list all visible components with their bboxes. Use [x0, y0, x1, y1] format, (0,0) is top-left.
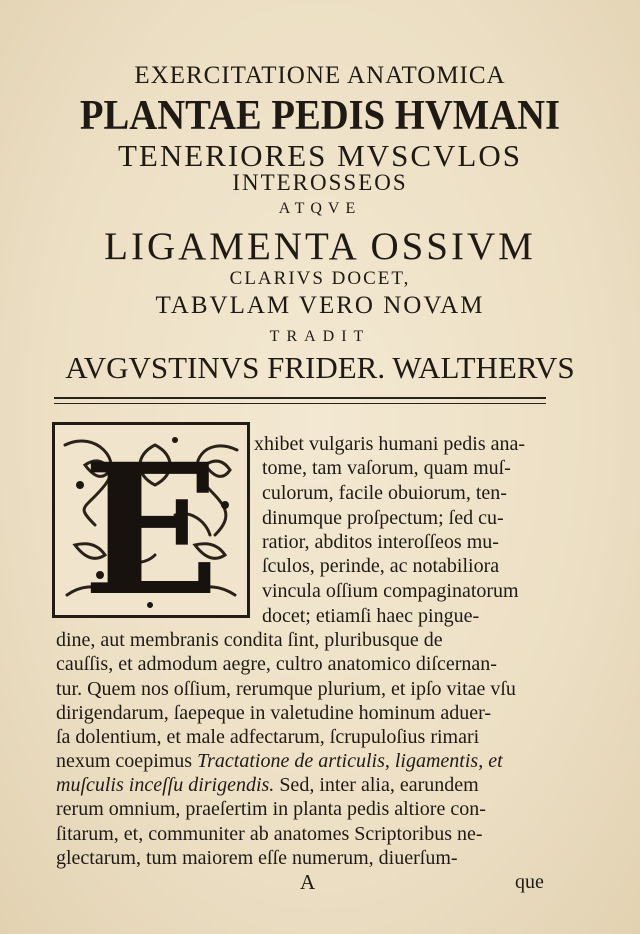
body-line: rerum omnium, praeſertim in planta pedis altiore con- — [56, 798, 486, 820]
body-line: tome, tam vaſorum, quam muſ- — [262, 457, 511, 479]
signature-mark: A — [300, 870, 316, 894]
body-line: ratior, abditos interoſſeos mu- — [262, 531, 499, 553]
title-line-atque: ATQVE — [278, 200, 362, 217]
title-line-interosseos: INTEROSSEOS — [232, 170, 408, 195]
italic-title-part-2: muſculis inceſſu dirigendis. — [56, 774, 275, 796]
title-line-teneriores: TENERIORES MVSCVLOS — [117, 138, 522, 173]
body-line: tur. Quem nos oſſium, rerumque plurium, et ipſo vitae vſu — [56, 678, 516, 700]
catchword: que — [515, 871, 544, 893]
body-line: dine, aut membranis condita ſint, pluribusque de — [56, 629, 443, 651]
svg-text:E: E — [82, 425, 220, 615]
foliage-ornament-icon — [55, 425, 247, 615]
body-line-roman: nexum coepimus — [56, 750, 193, 772]
body-line: docet; etiamſi haec pingue- — [262, 605, 480, 627]
body-line: ſitarum, et, communiter ab anatomes Scriptoribus ne- — [56, 823, 483, 845]
body-line: xhibet vulgaris humani pedis ana- — [254, 433, 526, 455]
title-line-clarius: CLARIVS DOCET, — [229, 268, 411, 289]
title-line-tabulam: TABVLAM VERO NOVAM — [155, 292, 485, 319]
body-line: dinumque proſpectum; ſed cu- — [262, 507, 504, 529]
title-line-author: AVGVSTINVS FRIDER. WALTHERVS — [65, 350, 575, 385]
body-line-roman: Sed, inter alia, earundem — [279, 774, 479, 796]
title-line-tradit: TRADIT — [269, 328, 371, 345]
title-line-ligamenta: LIGAMENTA OSSIVM — [104, 225, 536, 268]
body-line: cauſſis, et admodum aegre, cultro anatomico diſcernan- — [56, 653, 497, 675]
title-line-exercitatione: EXERCITATIONE ANATOMICA — [134, 62, 506, 89]
body-line: glectarum, tum maiorem eſſe numerum, diuerſum- — [56, 847, 458, 869]
body-line: dirigendarum, ſaepeque in valetudine hominum aduer- — [56, 702, 492, 724]
body-line: ſa dolentium, et male adfectarum, ſcrupuloſius rimari — [56, 726, 480, 748]
body-line: ſculos, perinde, ac notabiliora — [262, 555, 500, 577]
double-rule-bottom — [54, 403, 546, 404]
body-line: vincula oſſium compaginatorum — [262, 580, 519, 602]
title-line-plantae: PLANTAE PEDIS HVMANI — [79, 93, 561, 139]
body-line: culorum, facile obuiorum, ten- — [262, 482, 507, 504]
body-line — [56, 749, 503, 773]
italic-title-part-1: Tractatione de articulis, ligamentis, et — [197, 750, 503, 772]
double-rule-top — [54, 397, 546, 399]
body-line — [56, 773, 479, 797]
decorated-initial-letter — [52, 422, 250, 618]
